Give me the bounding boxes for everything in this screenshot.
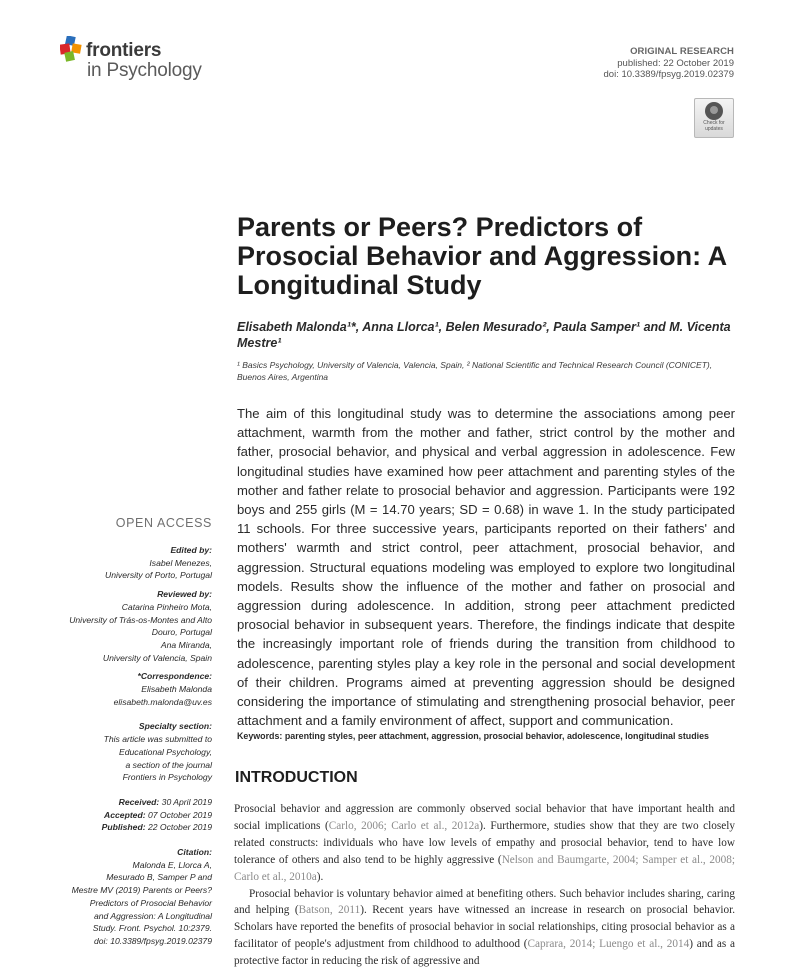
article-type: ORIGINAL RESEARCH bbox=[630, 46, 734, 57]
introduction-body bbox=[234, 801, 735, 970]
paragraph: Prosocial behavior and aggression are commonly observed social behavior that have important health and social implications (Carlo, 2006; Carlo et al., 2012a). Furthermore, studies show that they are two closely related constructs: individuals who have low levels of empathy and prosocial behavior, tend to have low tolerance of others and also tend to be highly aggressive (Nelson and Baumgarte, 2004; Samper et al., 2008; Carlo et al., 2010a). bbox=[234, 803, 736, 883]
check-for-updates-button[interactable] bbox=[694, 98, 734, 138]
published-date: published: 22 October 2019 bbox=[617, 57, 734, 69]
correspondence[interactable]: Elisabeth Malonda elisabeth.malonda@uv.es bbox=[113, 684, 212, 707]
abstract: The aim of this longitudinal study was to determine the associations among peer attachment, warmth from the mother and father, strict control by the mother and father, prosocial behavior, and physical and verbal aggression in adolescence. Few longitudinal studies have examined how peer attachment and parenting styles of the mother and father relate to prosocial behavior and aggression. Participants were 192 boys and 255 girls (M = 14.70 years; SD = 0.68) in wave 1. In the study participated 11 schools. For three successive years, participants reported on their fathers' and mothers' warmth and strict control, peer attachment, prosocial behavior, and aggression. Structural equations modeling was employed to explore two longitudinal models. Results show the influence of the mother and father on prosocial and aggression during adolescence. In addition, strong peer attachment predicted prosocial behavior in subsequent years. Therefore, the findings indicate that despite the increasingly important role of friends during the transition from childhood to adolescence, parenting styles play a key role in the personal and social development of their children. Programs aimed at preventing aggression should be designed considering the importance of stimulating and strengthening prosocial behavior, peer attachment and a family environment of affect, support and communication. bbox=[237, 406, 735, 729]
logo-journal-name: in Psychology bbox=[87, 60, 202, 81]
citation-link[interactable]: Batson, 2011 bbox=[298, 904, 361, 917]
published-heading: Published: bbox=[101, 822, 146, 833]
accepted-heading: Accepted: bbox=[104, 809, 146, 820]
citation-link[interactable]: Nelson and Baumgarte, 2004; Samper et al., 2008; Carlo et al., 2010a bbox=[234, 853, 736, 883]
article-meta bbox=[604, 46, 734, 81]
keywords: Keywords: parenting styles, peer attachment, aggression, prosocial behavior, adolescence, longitudinal studies bbox=[237, 731, 709, 741]
article-sidebar bbox=[42, 544, 212, 954]
citation-heading: Citation: bbox=[177, 847, 212, 858]
frontiers-logo-icon bbox=[60, 36, 84, 62]
journal-logo bbox=[60, 36, 220, 86]
editor: Isabel Menezes, University of Porto, Portugal bbox=[105, 557, 212, 581]
citation-text: Malonda E, Llorca A, Mesurado B, Samper P and Mestre MV (2019) Parents or Peers? Predictors of Prosocial Behavior and Aggression: A Longitudinal Study. Front. Psychol. 10:2379. doi: 10.3389/fpsyg.2019.02379 bbox=[71, 859, 212, 946]
article-title: Parents or Peers? Predictors of Prosocial Behavior and Aggression: A Longitudinal Study bbox=[237, 212, 727, 300]
edited-by-heading: Edited by: bbox=[170, 545, 212, 555]
article-doi[interactable]: doi: 10.3389/fpsyg.2019.02379 bbox=[603, 69, 734, 80]
open-access-label: OPEN ACCESS bbox=[115, 516, 212, 530]
reviewed-by-heading: Reviewed by: bbox=[157, 589, 212, 600]
received-heading: Received: bbox=[118, 796, 160, 807]
logo-brand: frontiers bbox=[86, 40, 162, 61]
citation-link[interactable]: Carlo, 2006; Carlo et al., 2012a bbox=[328, 819, 480, 832]
reviewers: Catarina Pinheiro Mota, University of Trás-os-Montes and Alto Douro, Portugal Ana Miranda, University of Valencia, Spain bbox=[69, 601, 212, 663]
author-list: Elisabeth Malonda¹*, Anna Llorca¹, Belen Mesurado², Paula Samper¹ and M. Vicenta Mestre¹ bbox=[237, 320, 731, 350]
check-label-1: Check for bbox=[703, 120, 725, 126]
received-date: 30 April 2019 bbox=[159, 796, 212, 807]
specialty-section: This article was submitted to Educational Psychology, a section of the journal Frontiers in Psychology bbox=[103, 734, 212, 783]
section-heading: INTRODUCTION bbox=[235, 769, 358, 786]
paragraph: Prosocial behavior is voluntary behavior aimed at benefiting others. Such behavior includes sharing, caring and helping (Batson, 2011). Recent years have witnessed an increase in research on prosocial behavior. Scholars have reported the benefits of prosocial behavior in social relationships, citing prosocial behavior as a facilitator of people's adjustment from childhood to adulthood (Caprara, 2014; Luengo et al., 2014) and as a protective factor in reducing the risk of aggressive and bbox=[234, 887, 736, 968]
affiliations: ¹ Basics Psychology, University of Valencia, Valencia, Spain, ² National Scientific and Technical Research Council (CONICET), Buenos Aires, Argentina bbox=[237, 360, 713, 382]
citation-link[interactable]: Caprara, 2014; Luengo et al., 2014 bbox=[527, 938, 690, 951]
published-side-date: 22 October 2019 bbox=[145, 822, 212, 833]
accepted-date: 07 October 2019 bbox=[145, 809, 212, 820]
check-label-2: updates bbox=[705, 125, 723, 132]
correspondence-heading: *Correspondence: bbox=[137, 671, 212, 682]
update-check-icon bbox=[705, 102, 723, 120]
specialty-heading: Specialty section: bbox=[138, 721, 212, 732]
